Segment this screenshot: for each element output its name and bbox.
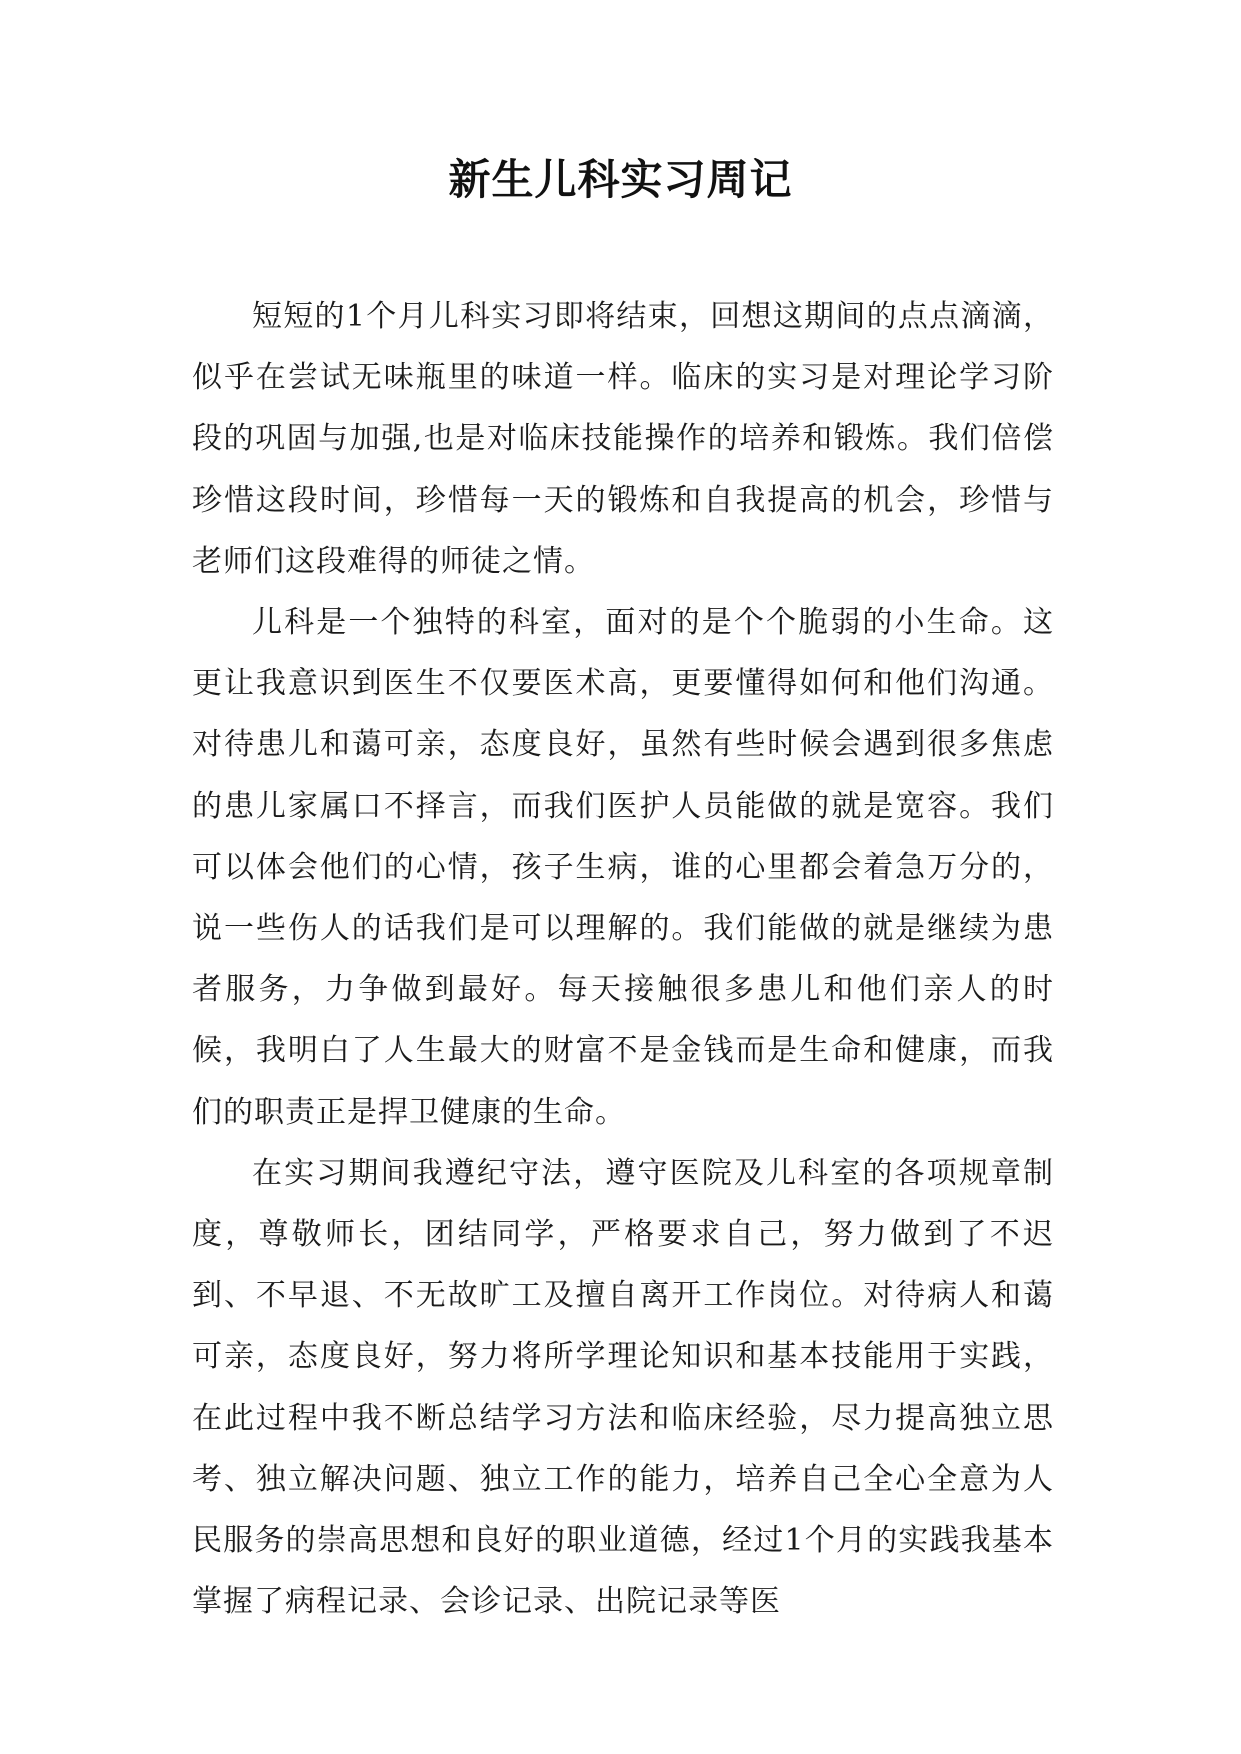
paragraph-1: 短短的1个月儿科实习即将结束，回想这期间的点点滴滴，似乎在尝试无味瓶里的味道一样。临床的实习是对理论学习阶段的巩固与加强,也是对临床技能操作的培养和锻炼。我们倍偿珍惜这段时间，珍惜每一天的锻炼和自我提高的机会，珍惜与老师们这段难得的师徒之情。 (192, 299, 1054, 579)
paragraph-3: 在实习期间我遵纪守法，遵守医院及儿科室的各项规章制度，尊敬师长，团结同学，严格要求自己，努力做到了不迟到、不早退、不无故旷工及擅自离开工作岗位。对待病人和蔼可亲，态度良好，努力将所学理论知识和基本技能用于实践，在此过程中我不断总结学习方法和临床经验，尽力提高独立思考、独立解决问题、独立工作的能力，培养自己全心全意为人民服务的崇高思想和良好的职业道德，经过1个月的实践我基本掌握了病程记录、会诊记录、出院记录等医 (192, 1155, 1054, 1620)
paragraph-2: 儿科是一个独特的科室，面对的是个个脆弱的小生命。这更让我意识到医生不仅要医术高，更要懂得如何和他们沟通。对待患儿和蔼可亲，态度良好，虽然有些时候会遇到很多焦虑的患儿家属口不择言，而我们医护人员能做的就是宽容。我们可以体会他们的心情，孩子生病，谁的心里都会着急万分的，说一些伤人的话我们是可以理解的。我们能做的就是继续为患者服务，力争做到最好。每天接触很多患儿和他们亲人的时候，我明白了人生最大的财富不是金钱而是生命和健康，而我们的职责正是捍卫健康的生命。 (192, 605, 1054, 1130)
document-body (192, 286, 1054, 1632)
document-title: 新生儿科实习周记 (448, 155, 793, 204)
